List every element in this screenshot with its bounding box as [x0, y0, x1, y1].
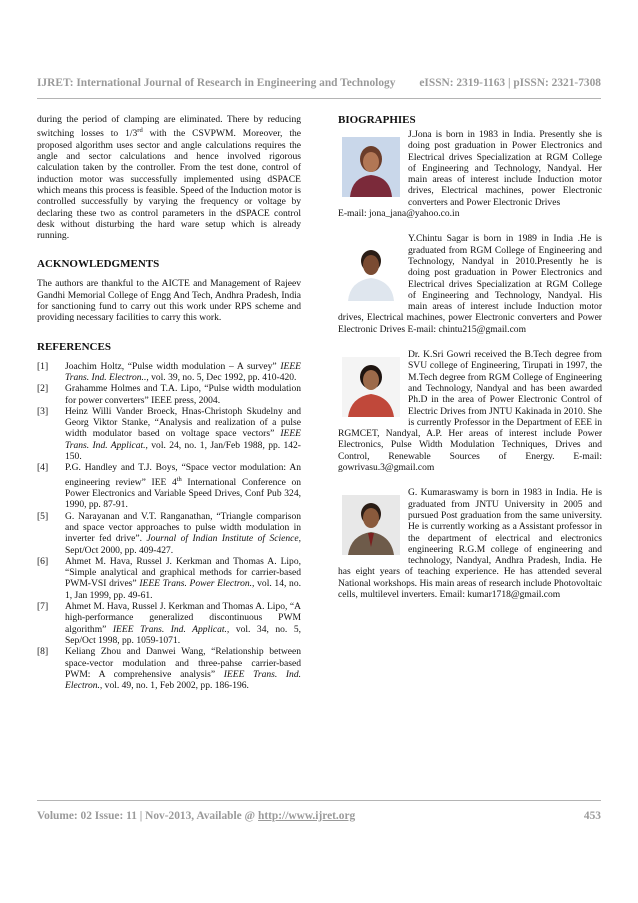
- author-photo-jona: [342, 137, 400, 197]
- acknowledgments-text: The authors are thankful to the AICTE and Management of Rajeev Gandhi Memorial College of Engg And Tech, Andhra Pradesh, India for sanctioning fund to carry out this work under RPS scheme and providing necessary facilities to carry this work.: [37, 278, 301, 324]
- reference-item: [1] Joachim Holtz, “Pulse width modulation – A survey” IEEE Trans. Ind. Electron.., vol. 39, no. 5, Dec 1992, pp. 410-420.: [37, 360, 301, 383]
- journal-link[interactable]: http://www.ijret.org: [258, 810, 356, 822]
- author-photo-chintu-sagar: [342, 241, 400, 301]
- references-list: [37, 361, 301, 692]
- left-column: [37, 114, 301, 691]
- reference-item: [4] P.G. Handley and T.J. Boys, “Space vector modulation: An engineering review” IEE 4th International Conference on Power Electronics and Variable Speed Drives, Conf Pub 324, 1990, pp. 87-91.: [37, 462, 301, 511]
- right-column: [338, 114, 602, 600]
- footer-rule: [37, 800, 601, 801]
- reference-item: [3] Heinz Willi Vander Broeck, Hnas-Christoph Skudelny and Georg Viktor Stanke, “Analysis and realization of a pulse width modulator based on voltage space vectors” IEEE Trans. Ind. Applicat., vol. 24, no. 1, Jan/Feb 1988, pp. 142-150.: [37, 405, 301, 462]
- header-rule: [37, 98, 601, 99]
- author-photo-sri-gowri: [342, 357, 400, 417]
- reference-item: [5] G. Narayanan and V.T. Ranganathan, “Triangle comparison and space vector approaches to pulse width modulation in inverter fed drive”. Journal of Indian Institute of Science, Sept/Oct 2000, pp. 409-427.: [37, 510, 302, 556]
- reference-item: [7] Ahmet M. Hava, Russel J. Kerkman and Thomas A. Lipo, “A high-performance generalized discontinuous PWM algorithm” IEEE Trans. Ind. Applicat., vol. 34, no. 5, Sep/Oct 1998, pp. 1059-1071.: [37, 601, 301, 646]
- biography-chintu-sagar: Y.Chintu Sagar is born in 1989 in India .He is graduated from RGM College of Engineering and Technology, Nandyal in 2010.Presently he is doing post graduation in Power Electronics and Electrical drives Specialization at RGM College of Engineering and Technology, Nandyal. His main areas of interest include Induction motor drives, Electrical machines, power Electronic converters and Power Electronic Drives E-mail: chintu215@gmail.com: [338, 233, 602, 335]
- reference-item: [2] Grahamme Holmes and T.A. Lipo, “Pulse width modulation for power converters” IEEE press, 2004.: [37, 383, 301, 406]
- footer-volume: Volume: 02 Issue: 11 | Nov-2013, Available @ http://www.ijret.org: [37, 810, 356, 822]
- acknowledgments-heading: ACKNOWLEDGMENTS: [37, 258, 160, 271]
- journal-header: [37, 74, 601, 92]
- biography-sri-gowri: Dr. K.Sri Gowri received the B.Tech degree from SVU college of Engineering, Tirupati in 1997, the M.Tech degree from RGM College of Engineering and Technology, Nandyal and has been awarded Ph.D in the area of Power Electronic Control of Electric Drives from JNTU Kakinada in 2010. She is currently Professor in the Department of EEE in RGMCET, Nandyal, A.P. Her areas of interest include Power Electronics, Pulse Width Modulation Techniques, Drives and Control, Renewable Sources of Energy. E-mail: gowrivasu.3@gmail.com: [338, 349, 602, 474]
- references-heading: REFERENCES: [37, 340, 111, 353]
- conclusion-paragraph: during the period of clamping are eliminated. There by reducing switching losses to 1/3rd with the CSVPWM. Moreover, the proposed algorithm uses sector and angle calculations requires the angle and sector calculations and hence involved rigorous calculation taken by the controller. From the test done, control of induction motor was successfully implemented using dSPACE which means this process is feasible. Speed of the Induction motor is controlled successfully by varying the frequency or voltage by declaring these two as control parameters in the dSPACE control desk without disturbing the hard ware setup which is already running.: [37, 114, 301, 242]
- reference-item: [8] Keliang Zhou and Danwei Wang, “Relationship between space-vector modulation and three-pahse carrier-based PWM: A comprehensive analysis” IEEE Trans. Ind. Electron., vol. 49, no. 1, Feb 2002, pp. 186-196.: [37, 646, 301, 692]
- journal-title: IJRET: International Journal of Research in Engineering and Technology: [37, 77, 396, 89]
- page-number: 453: [583, 810, 601, 822]
- biography-jona: J.Jona is born in 1983 in India. Presently she is doing post graduation in Power Electronics and Electrical drives Specialization at RGM College of Engineering and Technology, Nandyal. Her main areas of interest include Induction motor drives, Electrical machines, power Electronic converters and Power Electronic Drives E-mail: jona_jana@yahoo.co.in: [338, 129, 602, 220]
- biographies-heading: BIOGRAPHIES: [338, 114, 416, 126]
- reference-item: [6] Ahmet M. Hava, Russel J. Kerkman and Thomas A. Lipo, “Simple analytical and graphical methods for carrier-based PWM-VSI drives” IEEE Trans. Power Electron., vol. 14, no. 1, Jan 1999, pp. 49-61.: [37, 555, 301, 601]
- author-photo-kumaraswamy: [342, 495, 400, 555]
- biography-kumaraswamy: G. Kumaraswamy is born in 1983 in India. He is graduated from JNTU University in 2005 and pursued Post graduation from the same university. He is currently working as a Assistant professor in the department of electrical and electronics engineering R.G.M college of engineering and technology, Nandyal, Andhra Pradesh, India. He has eight years of teaching experience. He has attended several National workshops. His main areas of research include Photovoltaic cells, multilevel inverters. Email: kumar1718@gmail.com: [338, 487, 602, 600]
- journal-issn: eISSN: 2319-1163 | pISSN: 2321-7308: [419, 77, 601, 89]
- page-footer: [37, 808, 601, 824]
